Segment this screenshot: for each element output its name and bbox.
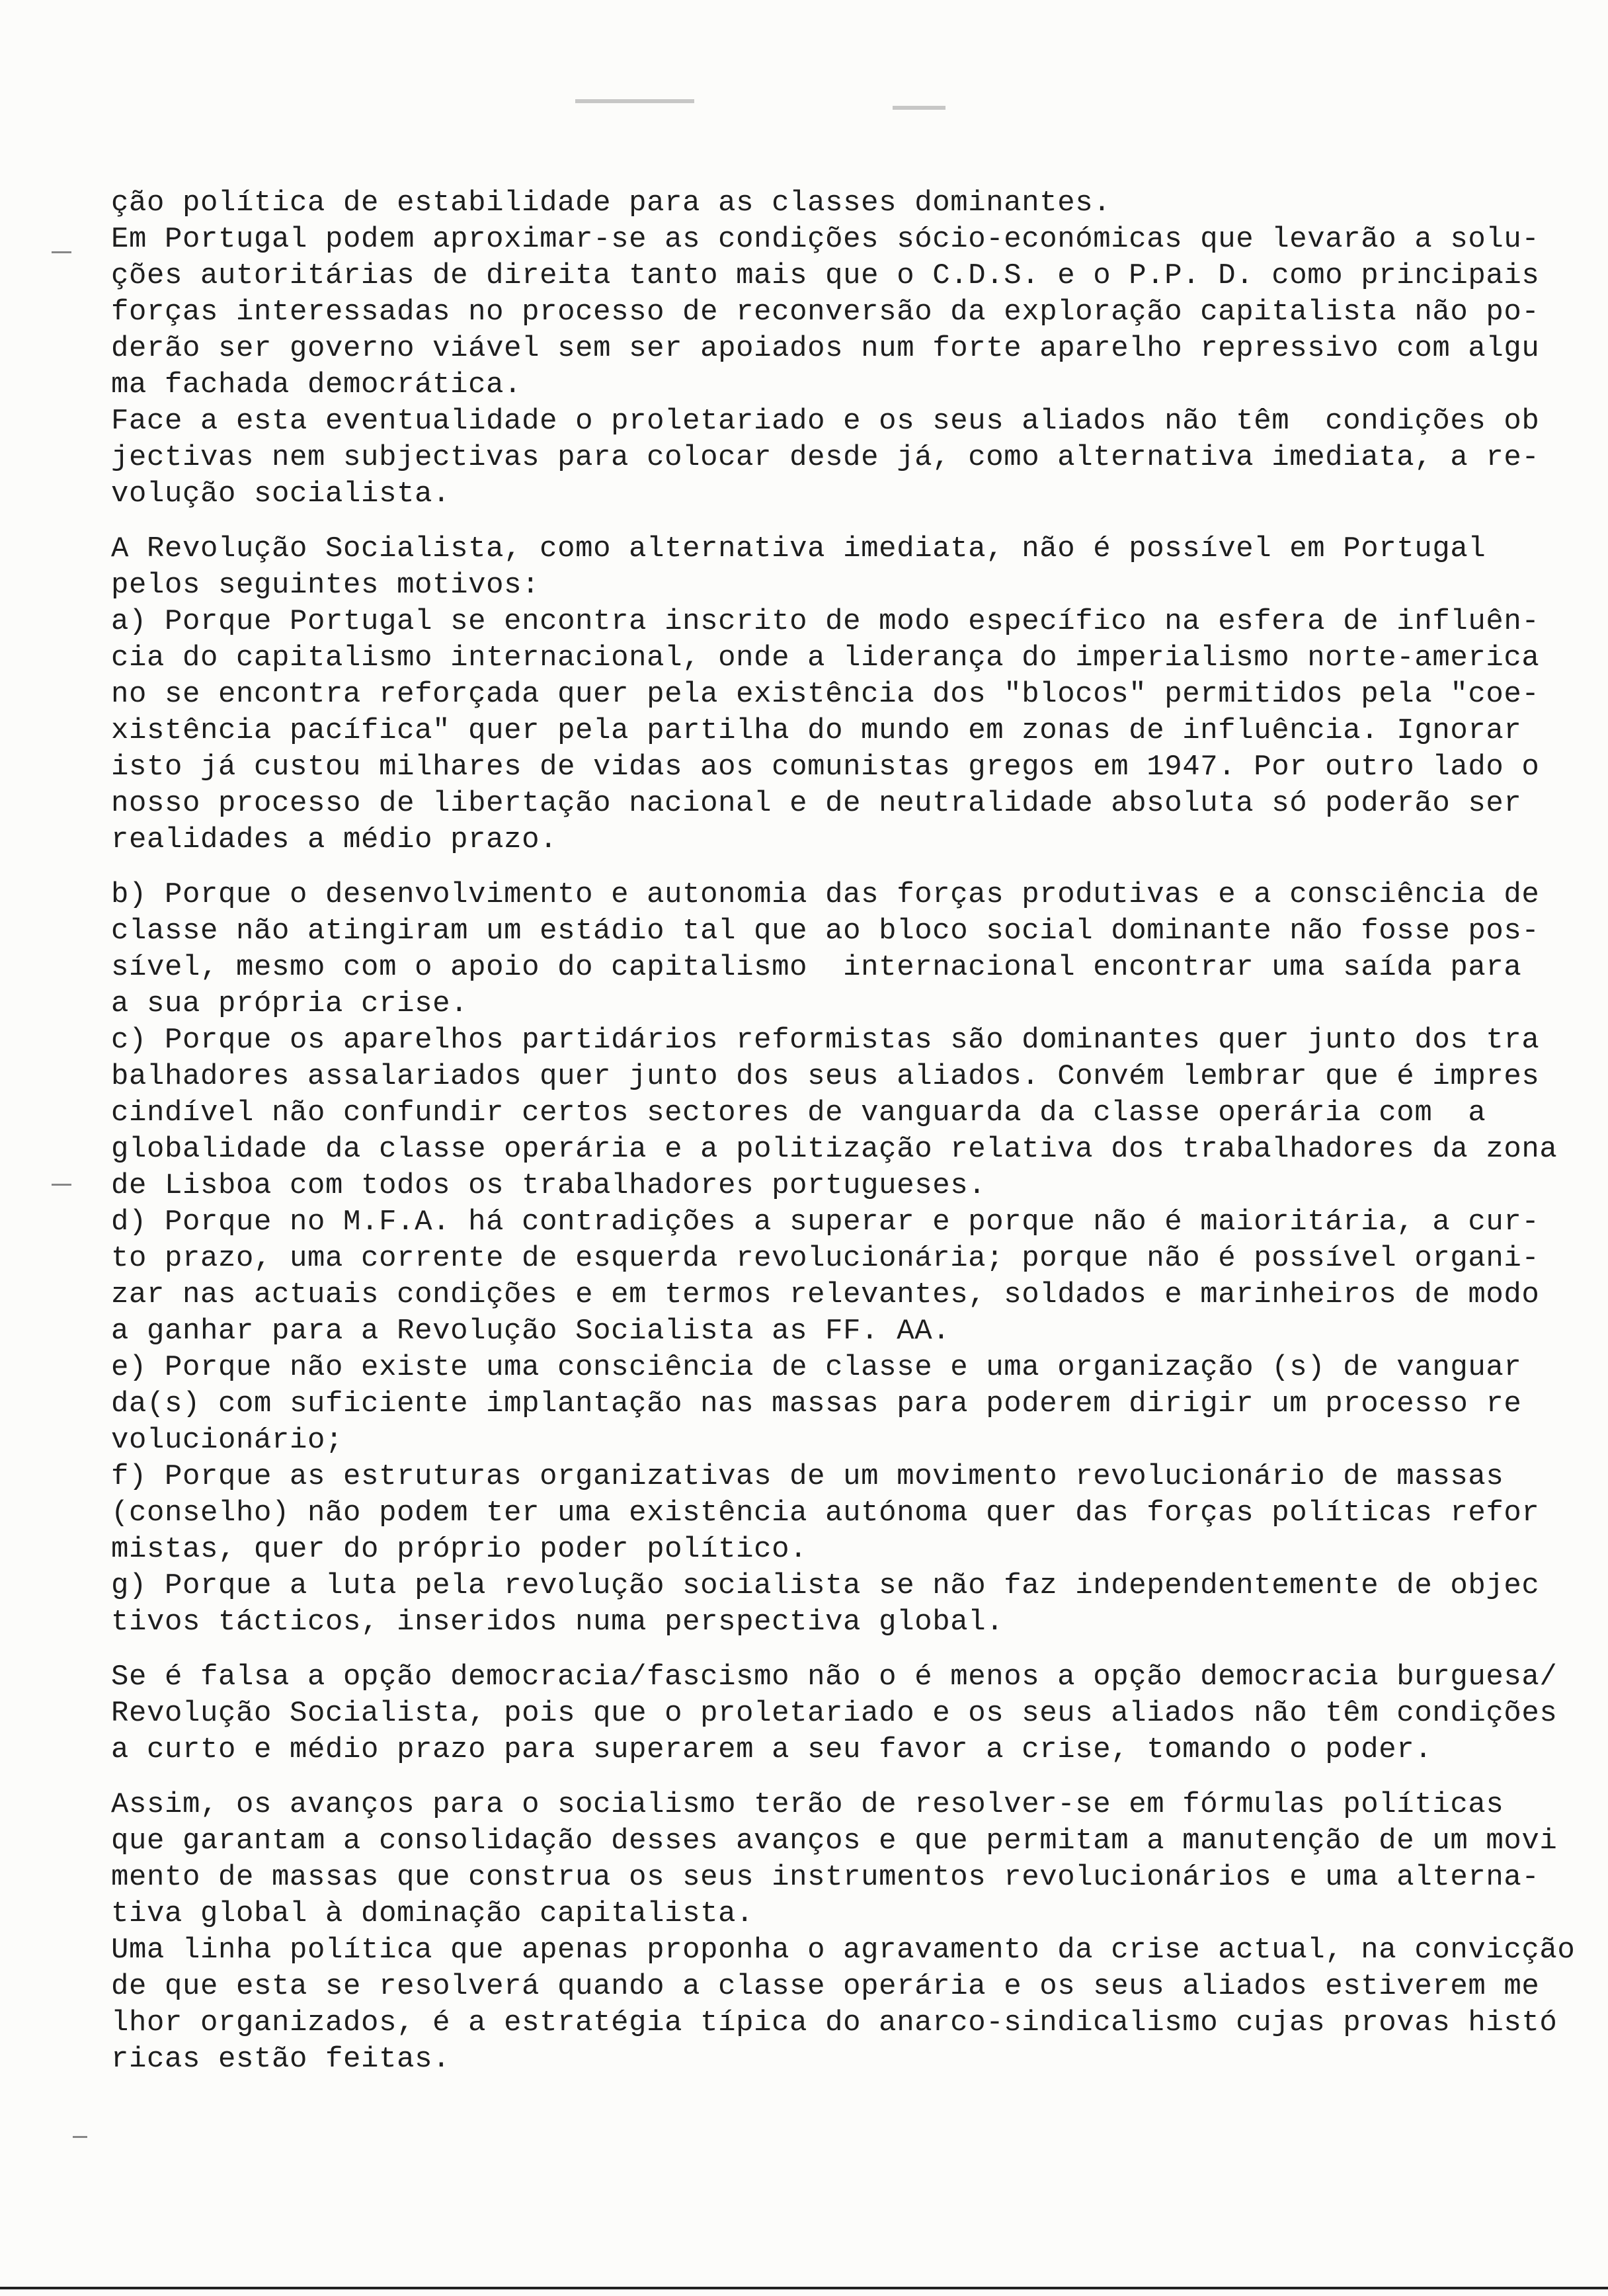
text-line: ções autoritárias de direita tanto mais que o C.D.S. e o P.P. D. como principais xyxy=(111,259,1540,292)
text-line: d) Porque no M.F.A. há contradições a superar e porque não é maioritária, a cur- xyxy=(111,1206,1540,1239)
text-line: volução socialista. xyxy=(111,477,451,511)
margin-mark xyxy=(52,1184,71,1186)
text-line: to prazo, uma corrente de esquerda revolucionária; porque não é possível organi- xyxy=(111,1242,1540,1275)
text-line: a sua própria crise. xyxy=(111,987,469,1020)
text-line: cia do capitalismo internacional, onde a liderança do imperialismo norte-america xyxy=(111,641,1540,675)
text-line: tiva global à dominação capitalista. xyxy=(111,1897,754,1930)
text-line: c) Porque os aparelhos partidários reformistas são dominantes quer junto dos tra xyxy=(111,1024,1540,1057)
text-line: mistas, quer do próprio poder político. xyxy=(111,1533,808,1566)
text-line: Face a esta eventualidade o proletariado e os seus aliados não têm condições ob xyxy=(111,405,1540,438)
top-scan-mark xyxy=(575,99,694,103)
text-line: classe não atingiram um estádio tal que ao bloco social dominante não fosse pos- xyxy=(111,915,1540,948)
paragraph xyxy=(111,877,1572,1641)
paragraph xyxy=(111,531,1572,858)
text-line: derão ser governo viável sem ser apoiados num forte aparelho repressivo com algu xyxy=(111,332,1540,365)
text-line: Assim, os avanços para o socialismo terão de resolver-se em fórmulas políticas xyxy=(111,1788,1504,1821)
text-line: de Lisboa com todos os trabalhadores portugueses. xyxy=(111,1169,986,1202)
text-line: a) Porque Portugal se encontra inscrito de modo específico na esfera de influên- xyxy=(111,605,1540,638)
text-line: lhor organizados, é a estratégia típica do anarco-sindicalismo cujas provas histó xyxy=(111,2006,1558,2039)
text-line: globalidade da classe operária e a politização relativa dos trabalhadores da zona xyxy=(111,1133,1558,1166)
text-line: a curto e médio prazo para superarem a seu favor a crise, tomando o poder. xyxy=(111,1733,1433,1766)
text-line: a ganhar para a Revolução Socialista as FF. AA. xyxy=(111,1315,951,1348)
text-line: f) Porque as estruturas organizativas de um movimento revolucionário de massas xyxy=(111,1460,1504,1493)
text-line: que garantam a consolidação desses avanços e que permitam a manutenção de um movi xyxy=(111,1824,1558,1858)
text-line: ma fachada democrática. xyxy=(111,368,522,401)
text-line: Uma linha política que apenas proponha o agravamento da crise actual, na convicção xyxy=(111,1934,1576,1967)
text-line: no se encontra reforçada quer pela existência dos "blocos" permitidos pela "coe- xyxy=(111,678,1540,711)
text-line: balhadores assalariados quer junto dos seus aliados. Convém lembrar que é impres xyxy=(111,1060,1540,1093)
paragraph-gap xyxy=(111,858,1572,877)
paragraph-gap xyxy=(111,1641,1572,1659)
text-line: sível, mesmo com o apoio do capitalismo internacional encontrar uma saída para xyxy=(111,951,1522,984)
text-line: forças interessadas no processo de reconversão da exploração capitalista não po- xyxy=(111,296,1540,329)
text-line: Em Portugal podem aproximar-se as condições sócio-económicas que levarão a solu- xyxy=(111,223,1540,256)
page-bottom-edge xyxy=(0,2287,1608,2289)
text-line: nosso processo de libertação nacional e de neutralidade absoluta só poderão ser xyxy=(111,787,1522,820)
text-line: de que esta se resolverá quando a classe operária e os seus aliados estiverem me xyxy=(111,1970,1540,2003)
text-line: pelos seguintes motivos: xyxy=(111,569,540,602)
text-line: da(s) com suficiente implantação nas massas para poderem dirigir um processo re xyxy=(111,1387,1522,1420)
text-line: ção política de estabilidade para as classes dominantes. xyxy=(111,186,1111,220)
margin-mark xyxy=(52,251,71,253)
text-line: isto já custou milhares de vidas aos comunistas gregos em 1947. Por outro lado o xyxy=(111,751,1540,784)
paragraph xyxy=(111,1659,1572,1768)
text-line: Se é falsa a opção democracia/fascismo não o é menos a opção democracia burguesa/ xyxy=(111,1660,1558,1694)
top-scan-mark xyxy=(893,106,945,110)
text-line: realidades a médio prazo. xyxy=(111,823,558,856)
paragraph-gap xyxy=(111,1768,1572,1787)
paragraph xyxy=(111,1787,1576,2078)
text-line: Revolução Socialista, pois que o proletariado e os seus aliados não têm condições xyxy=(111,1697,1558,1730)
text-line: ricas estão feitas. xyxy=(111,2043,451,2076)
text-line: tivos tácticos, inseridos numa perspectiva global. xyxy=(111,1606,1004,1639)
text-line: e) Porque não existe uma consciência de classe e uma organização (s) de vanguar xyxy=(111,1351,1522,1384)
text-line: jectivas nem subjectivas para colocar desde já, como alternativa imediata, a re- xyxy=(111,441,1540,474)
margin-mark xyxy=(73,2136,87,2138)
text-line: volucionário; xyxy=(111,1424,344,1457)
paragraph xyxy=(111,185,1572,512)
text-line: mento de massas que construa os seus instrumentos revolucionários e uma alterna- xyxy=(111,1861,1540,1894)
document-body xyxy=(111,185,1576,2078)
text-line: (conselho) não podem ter uma existência autónoma quer das forças políticas refor xyxy=(111,1496,1540,1530)
paragraph-gap xyxy=(111,512,1572,531)
text-line: cindível não confundir certos sectores de vanguarda da classe operária com a xyxy=(111,1096,1486,1129)
text-line: b) Porque o desenvolvimento e autonomia das forças produtivas e a consciência de xyxy=(111,878,1540,911)
text-line: xistência pacífica" quer pela partilha do mundo em zonas de influência. Ignorar xyxy=(111,714,1522,747)
text-line: A Revolução Socialista, como alternativa imediata, não é possível em Portugal xyxy=(111,532,1486,565)
text-line: zar nas actuais condições e em termos relevantes, soldados e marinheiros de modo xyxy=(111,1278,1540,1311)
text-line: g) Porque a luta pela revolução socialista se não faz independentemente de objec xyxy=(111,1569,1540,1602)
